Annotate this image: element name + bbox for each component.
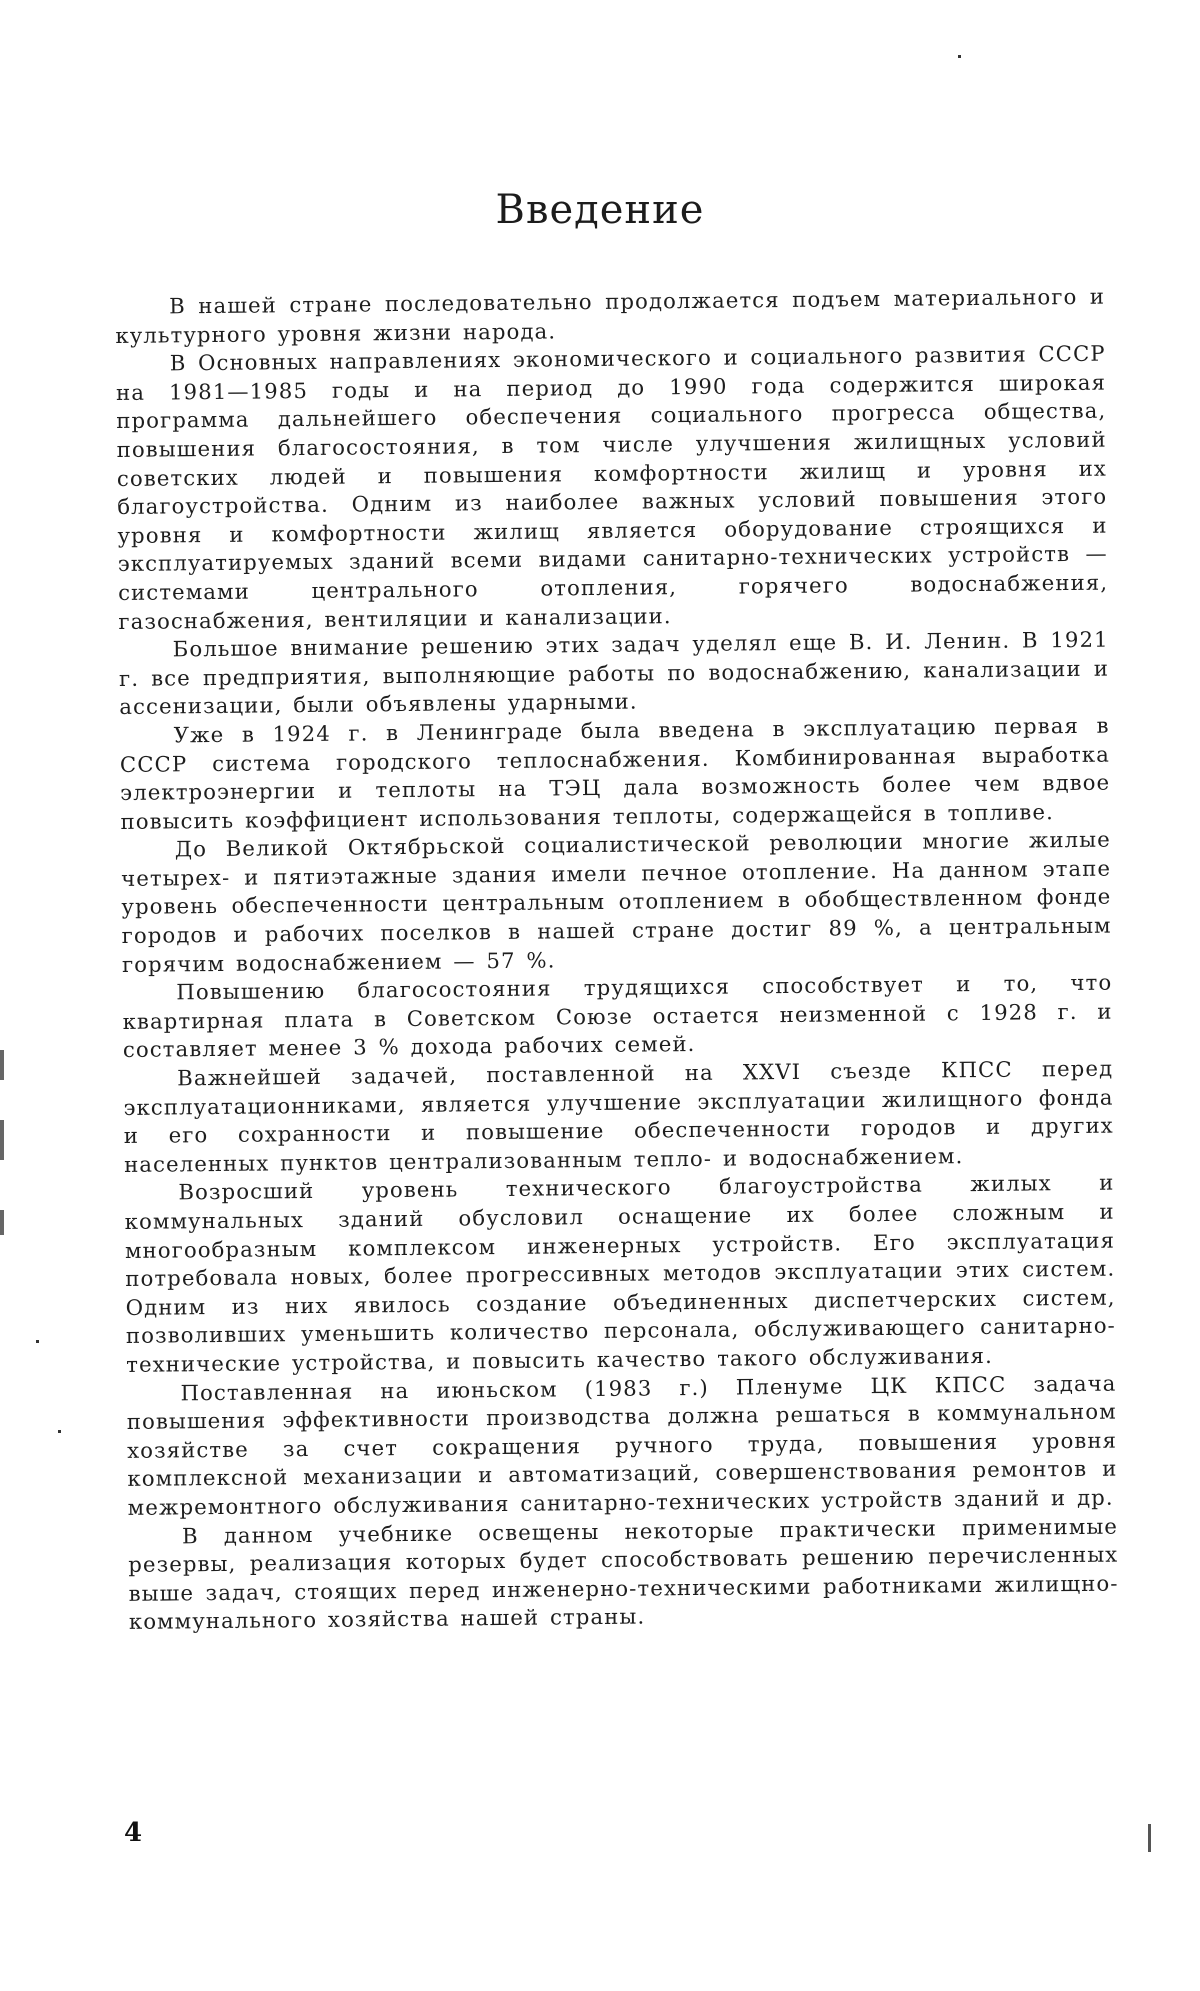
paragraph-7: Важнейшей задачей, поставленной на XXVI съезде КПСС перед эксплуатационниками, является улучшение эксплуатации жилищного фонда и его сохранности и повышение обеспеченности городов и других населенных пунктов централизованным тепло- и водоснабжением. bbox=[123, 1055, 1114, 1177]
scan-speck bbox=[958, 55, 961, 58]
paragraph-4: Уже в 1924 г. в Ленинграде была введена в эксплуатацию первая в СССР система городского теплоснабжения. Комбинированная выработка электроэнергии и теплоты на ТЭЦ дала возможность более чем вдвое повысить коэффициент использования теплоты, содержащейся в топливе. bbox=[119, 712, 1111, 834]
paragraph-9: Поставленная на июньском (1983 г.) Пленуме ЦК КПСС задача повышения эффективности производства должна решаться в коммунальном хозяйстве за счет сокращения ручного труда, повышения уровня комплексной механизации и автоматизаций, совершенствования ремонтов и межремонтного обслуживания санитарно-технических устройств зданий и др. bbox=[126, 1370, 1118, 1520]
paragraph-5: До Великой Октябрьской социалистической революции многие жилые четырех- и пятиэтажные здания имели печное отопление. На данном этапе уровень обеспеченности центральным отоплением в обобществленном фонде городов и рабочих поселков в нашей стране достиг 89 %, а центральным горячим водоснабжением — 57 %. bbox=[120, 826, 1112, 977]
scan-edge-mark bbox=[0, 1210, 4, 1235]
paragraph-10: В данном учебнике освещены некоторые практически применимые резервы, реализация которых будет способствовать решению перечисленных выше задач, стоящих перед инженерно-техническими работниками жилищно-коммунального хозяйства нашей страны. bbox=[128, 1513, 1119, 1635]
page-number: 4 bbox=[124, 1818, 143, 1848]
scan-speck bbox=[58, 1430, 61, 1433]
scan-edge-mark bbox=[0, 1120, 4, 1160]
scan-edge-mark bbox=[1148, 1824, 1151, 1852]
paragraph-8: Возросший уровень технического благоустройства жилых и коммунальных зданий обусловил оснащение их более сложным и многообразным комплексом инженерных устройств. Его эксплуатация потребовала новых, более прогрессивных методов эксплуатации этих систем. Одним из них явилось создание объединенных диспетчерских систем, позволивших уменьшить количество персонала, обслуживающего санитарно-технические устройства, и повысить качество такого обслуживания. bbox=[124, 1169, 1116, 1377]
page-title: Введение bbox=[495, 186, 705, 233]
paragraph-3: Большое внимание решению этих задач уделял еще В. И. Ленин. В 1921 г. все предприятия, выполняющие работы по водоснабжению, канализации и ассенизации, были объявлены ударными. bbox=[118, 626, 1110, 720]
document-body bbox=[115, 283, 1119, 1637]
scan-edge-mark bbox=[0, 1050, 4, 1080]
paragraph-6: Повышению благосостояния трудящихся способствует и то, что квартирная плата в Советском Союзе остается неизменной с 1928 г. и составляет менее 3 % дохода рабочих семей. bbox=[122, 969, 1113, 1063]
paragraph-2: В Основных направлениях экономического и социального развития СССР на 1981—1985 годы и на период до 1990 года содержится широкая программа дальнейшего обеспечения социального прогресса общества, повышения благосостояния, в том числе улучшения жилищных условий советских людей и повышения комфортности жилищ и уровня их благоустройства. Одним из наиболее важных условий повышения этого уровня и комфортности жилищ является оборудование строящихся и эксплуатируемых зданий всеми видами санитарно-технических устройств — системами центрального отопления, горячего водоснабжения, газоснабжения, вентиляции и канализации. bbox=[115, 340, 1109, 634]
scan-speck bbox=[36, 1340, 39, 1343]
paragraph-1: В нашей стране последовательно продолжается подъем материального и культурного уровня жизни народа. bbox=[115, 283, 1106, 348]
